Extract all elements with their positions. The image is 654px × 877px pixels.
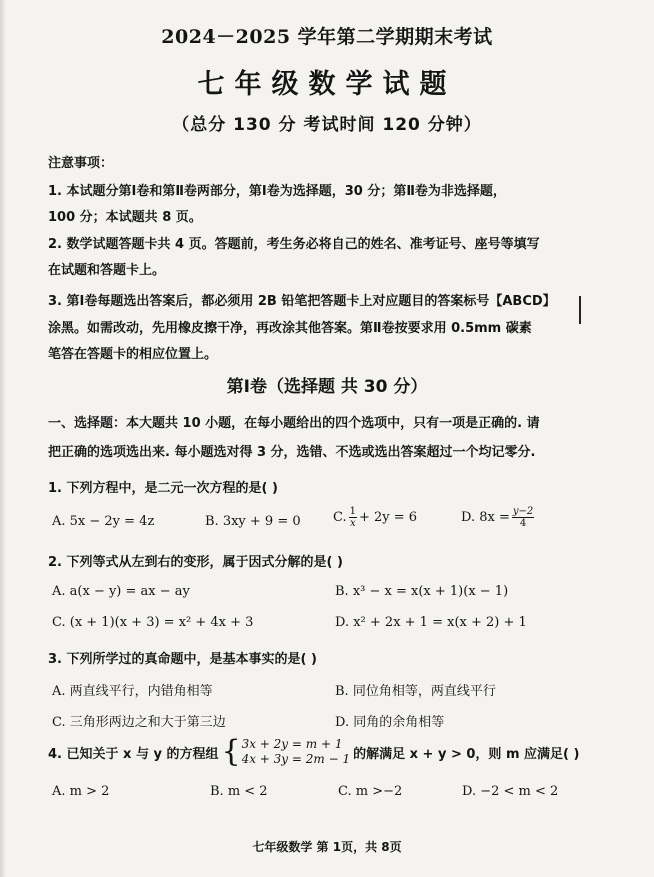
notes-heading: 注意事项：: [48, 156, 114, 171]
question-4-option-a: A. m > 2: [52, 784, 110, 799]
question-4-option-b: B. m < 2: [210, 784, 268, 799]
question-1-option-d: [461, 506, 536, 529]
fraction-numerator: y−2: [512, 506, 534, 517]
exam-subject-title: 七年级数学试题: [197, 69, 457, 100]
notes-line: 100 分；本试题共 8 页。: [48, 210, 202, 225]
fraction-numerator: 1: [349, 506, 356, 517]
fraction-denominator: 4: [519, 518, 527, 529]
question-4-option-d: D. −2 < m < 2: [462, 784, 559, 799]
fraction: [512, 506, 534, 529]
notes-line: 笔答在答题卡的相应位置上。: [48, 347, 218, 362]
exam-term-title: 2024－2025 学年第二学期期末考试: [161, 26, 493, 48]
section-intro-line: 把正确的选项选出来. 每小题选对得 3 分，选错、不选或选出答案超过一个均记零分.: [48, 445, 536, 460]
notes-line: 1. 本试题分第Ⅰ卷和第Ⅱ卷两部分，第Ⅰ卷为选择题，30 分；第Ⅱ卷为非选择题，: [48, 184, 506, 199]
question-2-option-a: A. a(x − y) = ax − ay: [52, 584, 190, 599]
fraction-denominator: x: [349, 518, 356, 529]
exam-score-time: （总分 130 分 考试时间 120 分钟）: [172, 115, 482, 135]
question-1-option-a: A. 5x − 2y = 4z: [52, 514, 155, 529]
section-title: 第Ⅰ卷（选择题 共 30 分）: [226, 377, 428, 397]
option-c-rest: + 2y = 6: [359, 510, 418, 525]
page-footer: 七年级数学 第 1页，共 8页: [252, 840, 402, 854]
question-4-stem: [48, 734, 580, 769]
question-1-option-c: [333, 506, 417, 529]
equation-1: 3x + 2y = m + 1: [241, 737, 343, 751]
notes-line: 2. 数学试题答题卡共 4 页。答题前，考生务必将自己的姓名、准考证号、座号等填写: [48, 237, 540, 252]
question-3-option-a: A. 两直线平行，内错角相等: [52, 684, 213, 699]
question-2-option-c: C. (x + 1)(x + 3) = x² + 4x + 3: [52, 615, 254, 630]
question-4-option-c: C. m >−2: [338, 784, 403, 799]
question-3-option-b: B. 同位角相等，两直线平行: [335, 684, 496, 699]
question-3-option-c: C. 三角形两边之和大于第三边: [52, 715, 226, 730]
notes-line: 在试题和答题卡上。: [48, 263, 166, 278]
option-d-prefix: D. 8x =: [461, 510, 510, 525]
margin-mark: [579, 296, 581, 324]
question-1-option-b: B. 3xy + 9 = 0: [205, 514, 301, 529]
question-2-stem: 2. 下列等式从左到右的变形，属于因式分解的是( ): [48, 555, 343, 570]
question-4-stem-prefix: 4. 已知关于 x 与 y 的方程组: [48, 746, 219, 762]
left-brace: {: [221, 734, 241, 769]
question-3-stem: 3. 下列所学过的真命题中，是基本事实的是( ): [48, 652, 317, 667]
question-2-option-d: D. x² + 2x + 1 = x(x + 2) + 1: [335, 615, 527, 630]
equation-system: [221, 734, 351, 769]
question-1-stem: 1. 下列方程中，是二元一次方程的是( ): [48, 481, 278, 496]
option-c-prefix: C.: [333, 510, 347, 525]
question-4-stem-suffix: 的解满足 x + y > 0，则 m 应满足( ): [353, 746, 580, 762]
fraction: [349, 506, 357, 529]
notes-line: 3. 第Ⅰ卷每题选出答案后，都必须用 2B 铅笔把答题卡上对应题目的答案标号【ABCD】: [48, 294, 556, 309]
notes-line: 涂黑。如需改动，先用橡皮擦干净，再改涂其他答案。第Ⅱ卷按要求用 0.5mm 碳素: [48, 321, 532, 336]
equation-2: 4x + 3y = 2m − 1: [241, 752, 351, 766]
section-intro-line: 一、选择题：本大题共 10 小题，在每小题给出的四个选项中，只有一项是正确的. 请: [48, 416, 540, 431]
equation-stack: [242, 737, 351, 767]
question-2-option-b: B. x³ − x = x(x + 1)(x − 1): [335, 584, 509, 599]
question-3-option-d: D. 同角的余角相等: [335, 715, 445, 730]
